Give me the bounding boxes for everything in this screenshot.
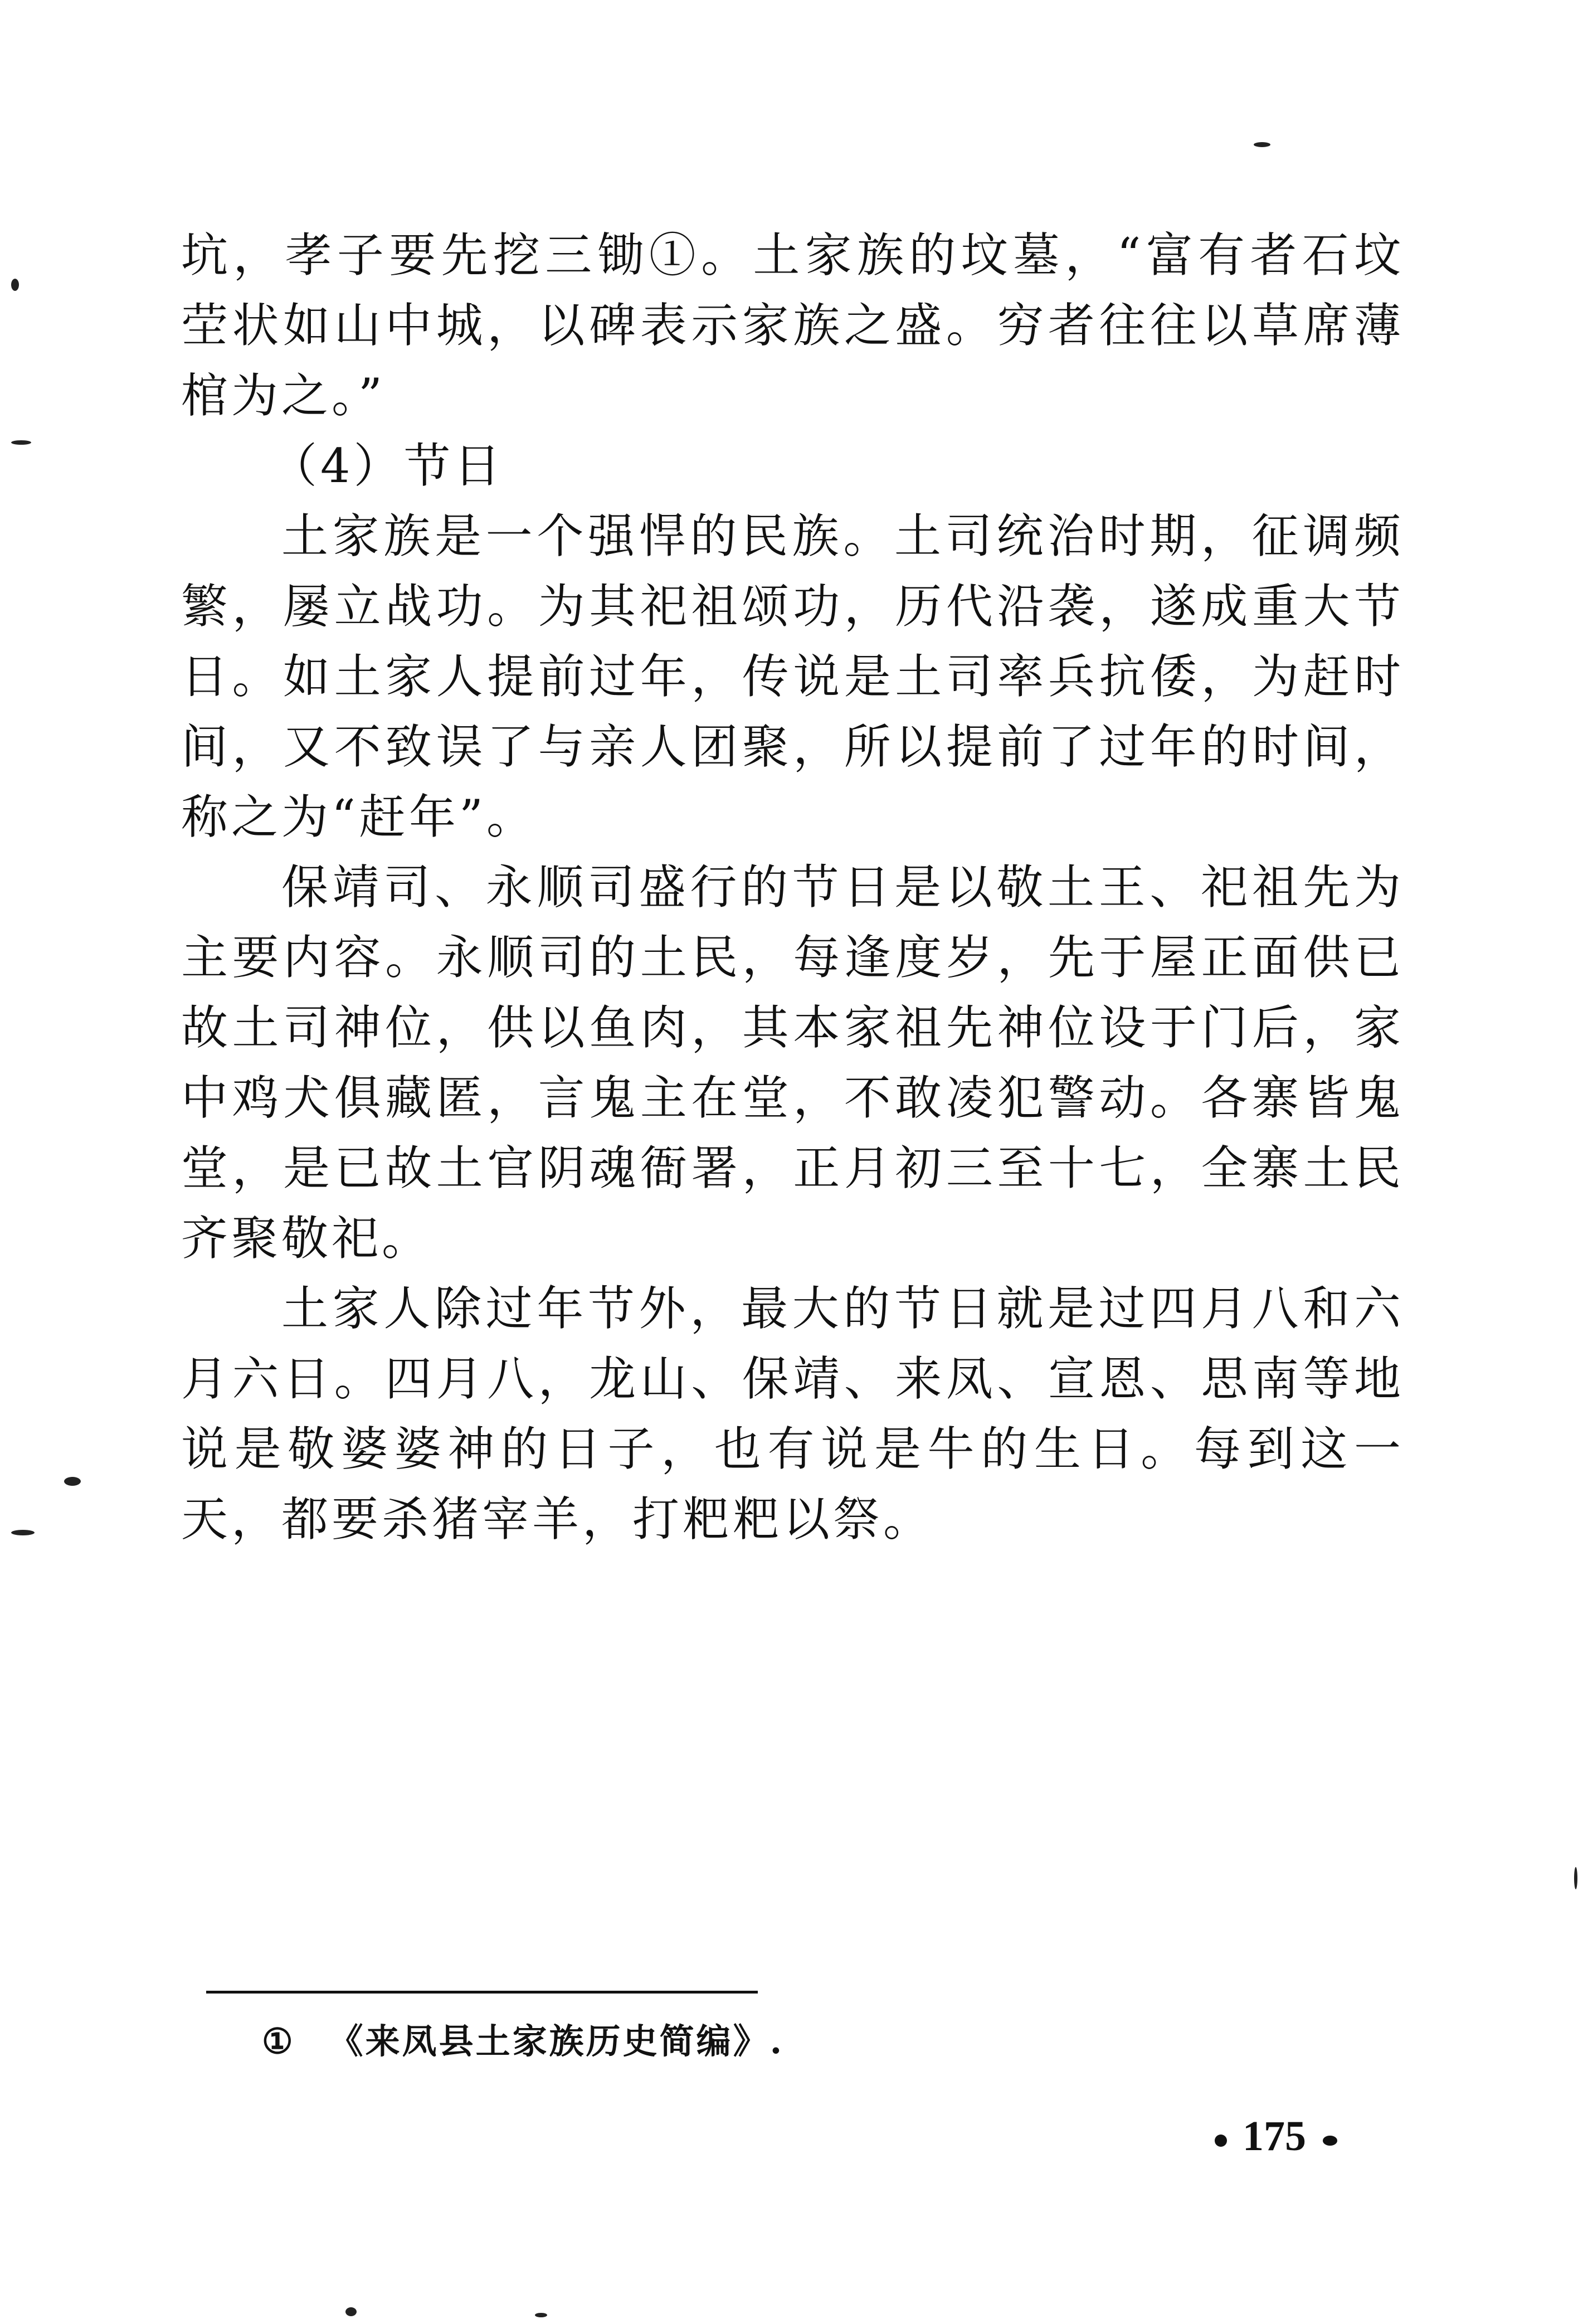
paragraph: 土家族是一个强悍的民族。土司统治时期，征调频繁，屡立战功。为其祀祖颂功，历代沿袭，遂成重大节日。如土家人提前过年，传说是土司率兵抗倭，为赶时间，又不致误了与亲人团聚，所以提前了过年的时间，称之为“赶年”。 bbox=[181, 509, 1404, 844]
scan-speck bbox=[535, 2313, 547, 2317]
paragraph: 保靖司、永顺司盛行的节日是以敬土王、祀祖先为主要内容。永顺司的土民，每逢度岁，先于屋正面供已故土司神位，供以鱼肉，其本家祖先神位设于门后，家中鸡犬俱藏匿，言鬼主在堂，不敢凌犯警动。各寨皆鬼堂，是已故土官阴魂衙署，正月初三至十七，全寨土民齐聚敬祀。 bbox=[181, 860, 1404, 1266]
page-number bbox=[1215, 2112, 1337, 2161]
paragraph-continuation: 坑，孝子要先挖三锄①。土家族的坟墓，“富有者石坟茔状如山中城，以碑表示家族之盛。穷者往往以草席薄棺为之。” bbox=[181, 228, 1404, 423]
scan-speck bbox=[64, 1477, 81, 1486]
scan-speck bbox=[11, 1530, 35, 1535]
page-number-dot-icon bbox=[1215, 2135, 1227, 2147]
footnote bbox=[262, 2016, 784, 2067]
footnote-text: 《来凤县土家族历史简编》. bbox=[328, 2021, 785, 2062]
scan-speck bbox=[11, 279, 19, 291]
section-heading: （4）节日 bbox=[270, 439, 504, 493]
scan-speck bbox=[11, 440, 31, 445]
scan-speck bbox=[1574, 1867, 1577, 1889]
page-number-dot-icon bbox=[1323, 2136, 1337, 2146]
scan-speck bbox=[1254, 142, 1270, 147]
scan-speck bbox=[345, 2307, 357, 2316]
paragraph: 土家人除过年节外，最大的节日就是过四月八和六月六日。四月八，龙山、保靖、来凤、宣恩、思南等地说是敬婆婆神的日子，也有说是牛的生日。每到这一天，都要杀猪宰羊，打粑粑以祭。 bbox=[181, 1281, 1404, 1547]
footnote-marker: ① bbox=[262, 2021, 295, 2062]
body-text bbox=[181, 220, 1404, 1554]
page-number-value: 175 bbox=[1243, 2113, 1306, 2160]
footnote-divider bbox=[206, 1991, 758, 1994]
